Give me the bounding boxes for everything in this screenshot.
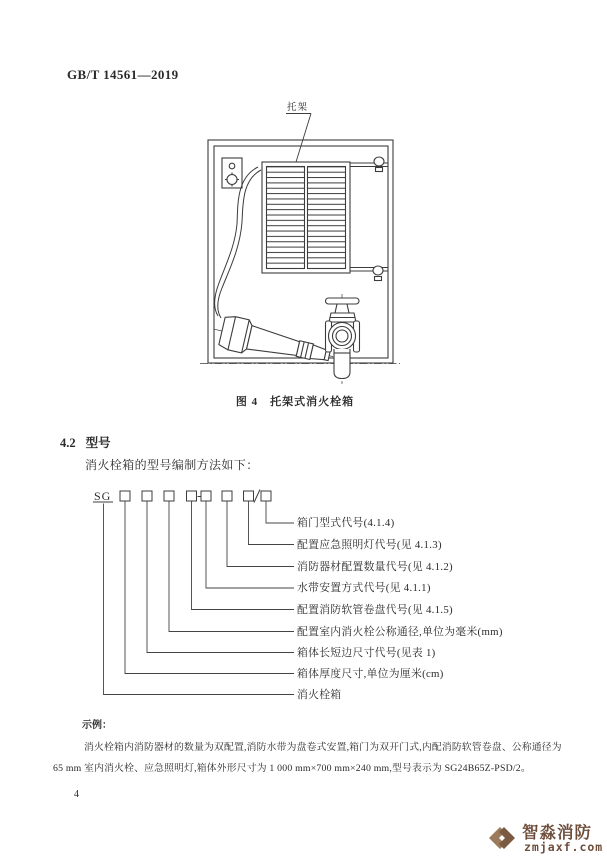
watermark-brand-name: 智淼消防 bbox=[522, 824, 592, 842]
model-prefix: SG bbox=[94, 489, 112, 503]
watermark-logo bbox=[487, 819, 602, 859]
code-label-box-thickness: 箱体厚度尺寸,单位为厘米(cm) bbox=[297, 667, 444, 680]
zmjaxf-logo-icon bbox=[487, 823, 517, 853]
section-number: 4.2 bbox=[60, 436, 76, 450]
code-label-hydrant-diameter: 配置室内消火栓公称通径,单位为毫米(mm) bbox=[297, 625, 503, 638]
code-label-hose-reel: 配置消防软管卷盘代号(见 4.1.5) bbox=[297, 603, 453, 616]
alarm-panel bbox=[222, 158, 242, 188]
fire-nozzle bbox=[210, 313, 337, 374]
example-text-line2: 65 mm 室内消火栓、应急照明灯,箱体外形尺寸为 1 000 mm×700 mm×240 mm,型号表示为 SG24B65Z-PSD/2。 bbox=[53, 763, 531, 774]
hose-rack bbox=[262, 162, 350, 273]
code-label-door-type: 箱门型式代号(4.1.4) bbox=[297, 517, 395, 529]
standard-number-header: GB/T 14561—2019 bbox=[67, 67, 179, 82]
example-text-line1: 消火栓箱内消防器材的数量为双配置,消防水带为盘卷式安置,箱门为双开门式,内配消防软管卷盘、公称通径为 bbox=[84, 742, 562, 753]
fire-hose bbox=[215, 167, 261, 318]
watermark-site-url: zmjaxf.com bbox=[524, 840, 604, 854]
page-number: 4 bbox=[74, 789, 79, 800]
code-label-box-side-size: 箱体长短边尺寸代号(见表 1) bbox=[297, 646, 436, 659]
bracket-arms bbox=[350, 157, 388, 281]
figure-hydrant-box-drawing bbox=[192, 95, 410, 395]
section-title: 型号 bbox=[85, 436, 111, 450]
model-code-diagram bbox=[85, 480, 310, 710]
code-label-emergency-light: 配置应急照明灯代号(见 4.1.3) bbox=[297, 538, 442, 551]
bracket-label: 托架 bbox=[287, 103, 309, 113]
code-label-equipment-qty: 消防器材配置数量代号(见 4.1.2) bbox=[297, 560, 453, 573]
code-label-hydrant-box: 消火栓箱 bbox=[297, 688, 342, 701]
example-title: 示例： bbox=[82, 720, 112, 731]
hydrant-valve bbox=[326, 294, 360, 384]
code-label-hose-placement: 水带安置方式代号(见 4.1.1) bbox=[297, 582, 431, 594]
section-heading bbox=[60, 433, 111, 451]
model-intro-text: 消火栓箱的型号编制方法如下： bbox=[85, 458, 259, 472]
figure-caption: 图 4 托架式消火栓箱 bbox=[235, 396, 355, 408]
